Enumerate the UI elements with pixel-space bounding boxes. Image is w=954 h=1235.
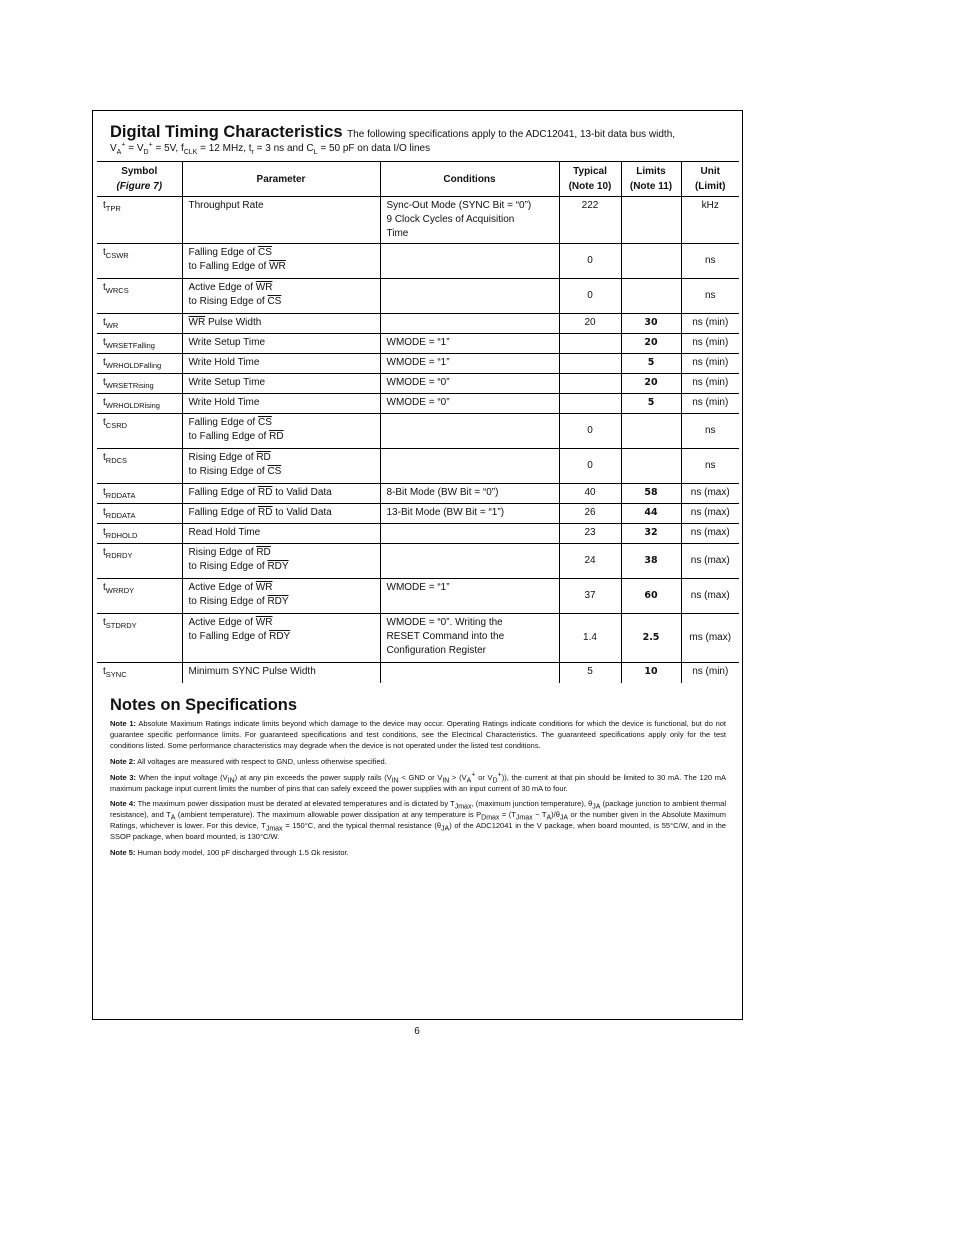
table-row: [97, 579, 739, 614]
limits-cell: [621, 244, 681, 279]
symbol-cell: $t_{TPR}$: [97, 197, 182, 244]
limits-cell: 5: [621, 354, 681, 374]
limits-cell: 20: [621, 374, 681, 394]
unit-cell: ns (min): [681, 334, 739, 354]
header-symbol: Symbol (Figure 7): [97, 162, 182, 197]
note-2: Note 2: All voltages are measured with respect to GND, unless otherwise specified.: [110, 756, 387, 766]
limits-cell: 58: [621, 484, 681, 504]
page-number: 6: [414, 1026, 420, 1037]
typical-cell: [559, 334, 621, 354]
symbol-cell: $t_{RDHOLD}$: [97, 524, 182, 544]
conditions-cell: 8-Bit Mode (BW Bit = “0”): [380, 484, 559, 504]
conditions-cell: [380, 524, 559, 544]
parameter-cell: Rising Edge of $\overline{RD}$ to Rising Edge of $\overline{CS}$: [182, 449, 380, 484]
typical-cell: 20: [559, 314, 621, 334]
symbol-cell: $t_{RDCS}$: [97, 449, 182, 484]
unit-cell: ns (min): [681, 394, 739, 414]
unit-cell: ns: [681, 279, 739, 314]
symbol-cell: $t_{WRSETRising}$: [97, 374, 182, 394]
parameter-cell: Falling Edge of $\overline{RD}$ to Valid Data: [182, 484, 380, 504]
conditions-cell: [380, 414, 559, 449]
table-row: [97, 663, 739, 683]
unit-cell: ns: [681, 244, 739, 279]
unit-cell: ns: [681, 414, 739, 449]
parameter-cell: Rising Edge of $\overline{RD}$ to Rising Edge of $\overline{RDY}$: [182, 544, 380, 579]
typical-cell: 23: [559, 524, 621, 544]
table-row: [97, 414, 739, 449]
table-row: [97, 334, 739, 354]
conditions-cell: WMODE = “0”: [380, 394, 559, 414]
symbol-cell: $t_{CSRD}$: [97, 414, 182, 449]
conditions-cell: WMODE = “0”: [380, 374, 559, 394]
symbol-cell: $t_{WRSETFalling}$: [97, 334, 182, 354]
typical-cell: 0: [559, 244, 621, 279]
typical-cell: 40: [559, 484, 621, 504]
symbol-cell: $t_{RDRDY}$: [97, 544, 182, 579]
unit-cell: ns (max): [681, 484, 739, 504]
section-title: Digital Timing Characteristics: [110, 123, 343, 141]
unit-cell: ns (min): [681, 314, 739, 334]
parameter-cell: Write Hold Time: [182, 354, 380, 374]
unit-cell: ns (min): [681, 354, 739, 374]
table-row: [97, 504, 739, 524]
note-4: Note 4: The maximum power dissipation must be derated at elevated temperatures and is dictated by $T_{Jmax}$, (maximum junction temperature), $\theta_{JA}$ (package junction to ambient thermal resistance), and $T_A$ (ambient temperature). The maximum allowable power dissipation at any temperature is $P_{Dmax} = (T_{Jmax} - T_A)/\theta_{JA}$ or the number given in the Absolute Maximum Ratings, whichever is lower. For this device, $T_{Jmax} = 150^\circ C$, and the typical thermal resistance $(\theta_{JA})$ of the ADC12041 in the V package, when board mounted, is 55°C/W, and in the SSOP package, when board mounted, is 130°C/W.: [110, 799, 726, 842]
parameter-cell: Active Edge of $\overline{WR}$ to Rising Edge of $\overline{CS}$: [182, 279, 380, 314]
parameter-cell: Write Hold Time: [182, 394, 380, 414]
section-header: [110, 123, 730, 154]
unit-cell: ns (max): [681, 579, 739, 614]
header-typical: Typical (Note 10): [559, 162, 621, 197]
limits-cell: 44: [621, 504, 681, 524]
section-description: The following specifications apply to the ADC12041, 13-bit data bus width,: [347, 129, 676, 140]
conditions-cell: WMODE = “1”: [380, 354, 559, 374]
unit-cell: ns (min): [681, 663, 739, 683]
typical-cell: 0: [559, 279, 621, 314]
conditions-cell: 13-Bit Mode (BW Bit = “1”): [380, 504, 559, 524]
limits-cell: 10: [621, 663, 681, 683]
typical-cell: 0: [559, 449, 621, 484]
conditions-cell: [380, 279, 559, 314]
limits-cell: 38: [621, 544, 681, 579]
typical-cell: [559, 374, 621, 394]
limits-cell: [621, 449, 681, 484]
parameter-cell: Read Hold Time: [182, 524, 380, 544]
symbol-cell: $t_{SYNC}$: [97, 663, 182, 683]
parameter-cell: Falling Edge of $\overline{RD}$ to Valid Data: [182, 504, 380, 524]
unit-cell: ns (max): [681, 544, 739, 579]
typical-cell: 0: [559, 414, 621, 449]
limits-cell: 5: [621, 394, 681, 414]
note-3: Note 3: When the input voltage $(V_{IN})$ at any pin exceeds the power supply rails ($V_{IN}$ < GND or $V_{IN} > (V_A^+$ or $V_D^+$)), the current at that pin should be limited to 30 mA. The 120 mA maximum package input current limits the number of pins that can safely exceed the power supplies with an input current of 30 mA to four.: [110, 771, 727, 793]
table-row: [97, 544, 739, 579]
notes-title: Notes on Specifications: [110, 696, 298, 714]
limits-cell: 30: [621, 314, 681, 334]
parameter-cell: Minimum SYNC Pulse Width: [182, 663, 380, 683]
table-row: [97, 524, 739, 544]
header-unit: Unit (Limit): [681, 162, 739, 197]
limits-cell: [621, 197, 681, 244]
header-parameter: Parameter: [182, 162, 380, 197]
conditions-cell: [380, 314, 559, 334]
parameter-cell: Active Edge of $\overline{WR}$ to Falling Edge of $\overline{RDY}$: [182, 614, 380, 663]
limits-cell: 2.5: [621, 614, 681, 663]
table-row: [97, 197, 739, 244]
symbol-cell: $t_{STDRDY}$: [97, 614, 182, 663]
conditions-cell: [380, 544, 559, 579]
parameter-cell: Active Edge of $\overline{WR}$ to Rising Edge of $\overline{RDY}$: [182, 579, 380, 614]
conditions-cell: WMODE = “0”. Writing the RESET Command into the Configuration Register: [380, 614, 559, 663]
symbol-cell: $t_{CSWR}$: [97, 244, 182, 279]
table-row: [97, 374, 739, 394]
table-row: [97, 614, 739, 663]
symbol-cell: $t_{RDDATA}$: [97, 504, 182, 524]
unit-cell: ns (max): [681, 504, 739, 524]
unit-cell: ns (min): [681, 374, 739, 394]
parameter-cell: Write Setup Time: [182, 334, 380, 354]
conditions-cell: WMODE = “1”: [380, 579, 559, 614]
limits-cell: [621, 414, 681, 449]
typical-cell: 26: [559, 504, 621, 524]
table-header-row: [97, 162, 739, 197]
typical-cell: 5: [559, 663, 621, 683]
parameter-cell: Throughput Rate: [182, 197, 380, 244]
symbol-cell: $t_{WR}$: [97, 314, 182, 334]
parameter-cell: Falling Edge of $\overline{CS}$ to Falling Edge of $\overline{WR}$: [182, 244, 380, 279]
header-conditions: Conditions: [380, 162, 559, 197]
typical-cell: 222: [559, 197, 621, 244]
typical-cell: [559, 394, 621, 414]
symbol-cell: $t_{WRCS}$: [97, 279, 182, 314]
conditions-cell: WMODE = “1”: [380, 334, 559, 354]
table-row: [97, 484, 739, 504]
limits-cell: 32: [621, 524, 681, 544]
table-row: [97, 279, 739, 314]
typical-cell: 37: [559, 579, 621, 614]
header-limits: Limits (Note 11): [621, 162, 681, 197]
unit-cell: ms (max): [681, 614, 739, 663]
table-row: [97, 314, 739, 334]
table-row: [97, 449, 739, 484]
unit-cell: ns (max): [681, 524, 739, 544]
test-conditions-line: $V_A^+ = V_D^+ = 5V$, $f_{CLK} = 12$ MHz, $t_r = 3$ ns and $C_L = 50$ pF on data I/O lines: [110, 141, 431, 156]
unit-cell: kHz: [681, 197, 739, 244]
notes-section: [110, 696, 726, 864]
timing-table: [97, 161, 739, 683]
conditions-cell: [380, 663, 559, 683]
conditions-cell: Sync-Out Mode (SYNC Bit = “0”) 9 Clock Cycles of Acquisition Time: [380, 197, 559, 244]
conditions-cell: [380, 244, 559, 279]
table-row: [97, 244, 739, 279]
typical-cell: 24: [559, 544, 621, 579]
limits-cell: 60: [621, 579, 681, 614]
parameter-cell: Falling Edge of $\overline{CS}$ to Falling Edge of $\overline{RD}$: [182, 414, 380, 449]
typical-cell: [559, 354, 621, 374]
unit-cell: ns: [681, 449, 739, 484]
parameter-cell: Write Setup Time: [182, 374, 380, 394]
symbol-cell: $t_{WRHOLDRising}$: [97, 394, 182, 414]
note-1: Note 1: Absolute Maximum Ratings indicate limits beyond which damage to the device may occur. Operating Ratings indicate conditions for which the device is functional, but do not guarantee specific performance limits. For guaranteed specifications and test conditions, see the Electrical Characteristics. The guaranteed specifications apply only for the test conditions listed. Some performance characteristics may degrade when the device is not operated under the listed test conditions.: [110, 719, 727, 750]
symbol-cell: $t_{RDDATA}$: [97, 484, 182, 504]
limits-cell: 20: [621, 334, 681, 354]
table-row: [97, 394, 739, 414]
parameter-cell: $\overline{WR}$ Pulse Width: [182, 314, 380, 334]
note-5: Note 5: Human body model, 100 pF discharged through 1.5 Ωk resistor.: [110, 848, 349, 858]
symbol-cell: $t_{WRRDY}$: [97, 579, 182, 614]
typical-cell: 1.4: [559, 614, 621, 663]
limits-cell: [621, 279, 681, 314]
symbol-cell: $t_{WRHOLDFalling}$: [97, 354, 182, 374]
table-row: [97, 354, 739, 374]
conditions-cell: [380, 449, 559, 484]
